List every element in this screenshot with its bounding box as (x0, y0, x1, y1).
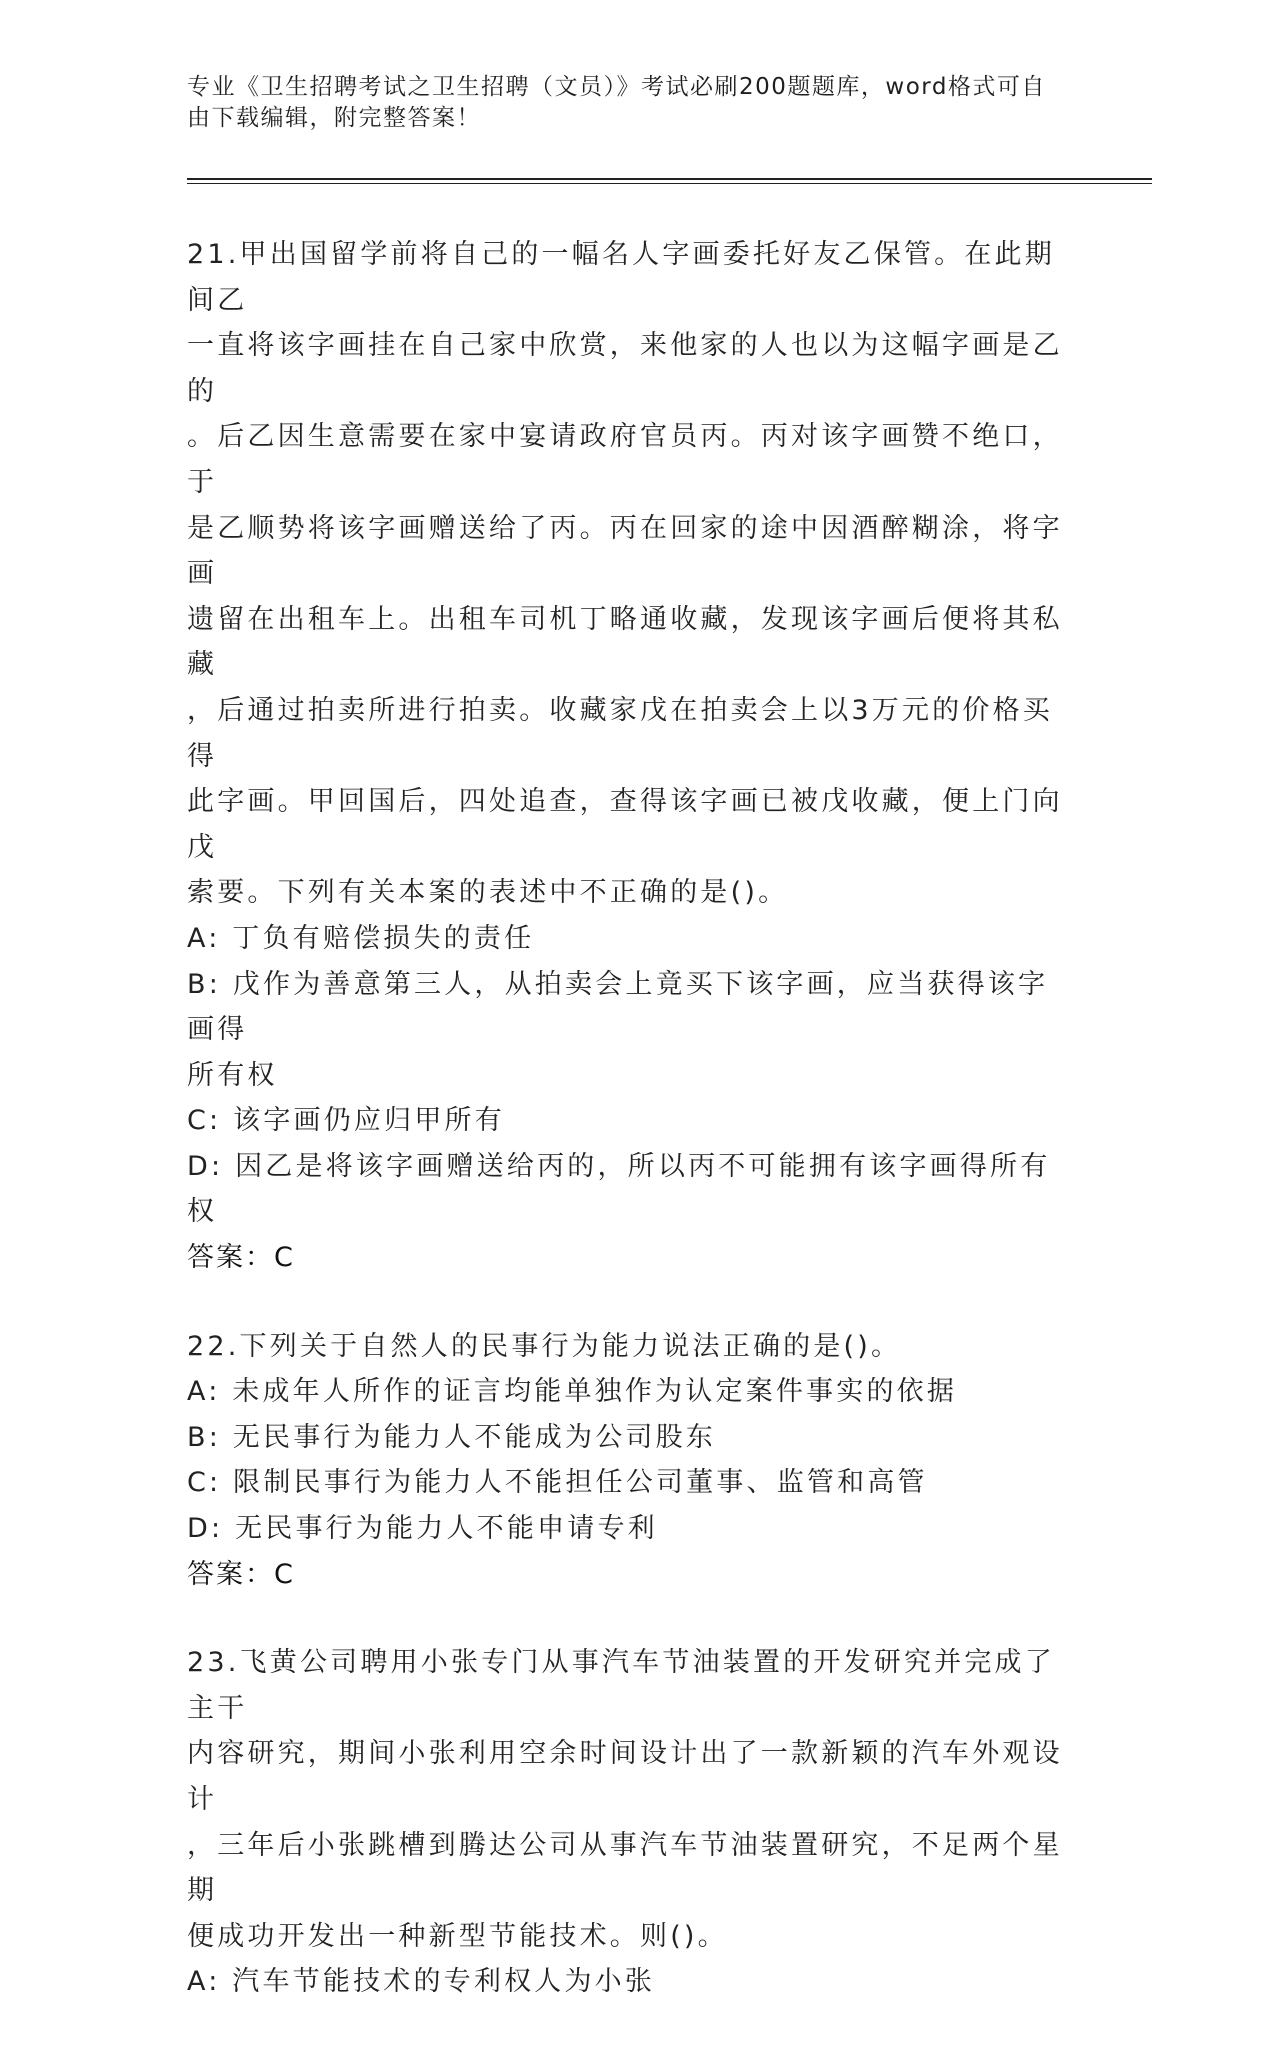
answer: 答案：C (187, 1242, 295, 1274)
option-b-continued: 所有权 (187, 1059, 278, 1091)
option-d: D: 因乙是将该字画赠送给丙的，所以丙不可能拥有该字画得所有权 (187, 1150, 1051, 1228)
question-stem-line: 23.飞黄公司聘用小张专门从事汽车节油装置的开发研究并完成了主干 (187, 1647, 1055, 1724)
question-stem-line: 内容研究，期间小张利用空余时间设计出了一款新颖的汽车外观设计 (187, 1738, 1063, 1815)
option-c: C: 限制民事行为能力人不能担任公司董事、监管和高管 (187, 1467, 928, 1499)
question-stem-line: 22.下列关于自然人的民事行为能力说法正确的是()。 (187, 1330, 902, 1362)
question-stem-line: 是乙顺势将该字画赠送给了丙。丙在回家的途中因酒醉糊涂，将字画 (187, 512, 1063, 590)
question-stem-line: 便成功开发出一种新型节能技术。则()。 (187, 1920, 728, 1952)
header-divider-bottom (187, 183, 1152, 184)
option-a: A: 未成年人所作的证言均能单独作为认定案件事实的依据 (187, 1376, 958, 1408)
question-stem-line: ，三年后小张跳槽到腾达公司从事汽车节油装置研究，不足两个星期 (187, 1829, 1063, 1907)
question-stem-line: ，后通过拍卖所进行拍卖。收藏家戊在拍卖会上以3万元的价格买得 (187, 694, 1053, 772)
option-b: B: 无民事行为能力人不能成为公司股东 (187, 1421, 717, 1453)
option-a: A: 丁负有赔偿损失的责任 (187, 922, 535, 954)
option-b: B: 戊作为善意第三人，从拍卖会上竟买下该字画，应当获得该字画得 (187, 968, 1049, 1046)
document-header (187, 72, 1077, 134)
question-stem-line: 21.甲出国留学前将自己的一幅名人字画委托好友乙保管。在此期间乙 (187, 239, 1055, 316)
option-a: A: 汽车节能技术的专利权人为小张 (187, 1966, 656, 1998)
question-22 (187, 1324, 1077, 1598)
question-stem-line: 此字画。甲回国后，四处追查，查得该字画已被戊收藏，便上门向戊 (187, 786, 1063, 863)
option-c: C: 该字画仍应归甲所有 (187, 1105, 505, 1137)
header-divider-top (187, 178, 1152, 180)
question-stem-line: 遗留在出租车上。出租车司机丁略通收藏，发现该字画后便将其私藏 (187, 603, 1063, 681)
header-line-2: 由下载编辑，附完整答案！ (187, 105, 481, 131)
question-list (187, 232, 1077, 2048)
answer: 答案：C (187, 1558, 295, 1590)
question-23 (187, 1640, 1077, 2005)
option-d: D: 无民事行为能力人不能申请专利 (187, 1513, 658, 1545)
question-21 (187, 232, 1077, 1281)
question-stem-line: 。后乙因生意需要在家中宴请政府官员丙。丙对该字画赞不绝口，于 (187, 421, 1063, 498)
question-stem-line: 索要。下列有关本案的表述中不正确的是()。 (187, 877, 789, 909)
question-stem-line: 一直将该字画挂在自己家中欣赏，来他家的人也以为这幅字画是乙的 (187, 330, 1063, 407)
header-line-1: 专业《卫生招聘考试之卫生招聘（文员）》考试必刷200题题库，word格式可自 (187, 74, 1046, 100)
